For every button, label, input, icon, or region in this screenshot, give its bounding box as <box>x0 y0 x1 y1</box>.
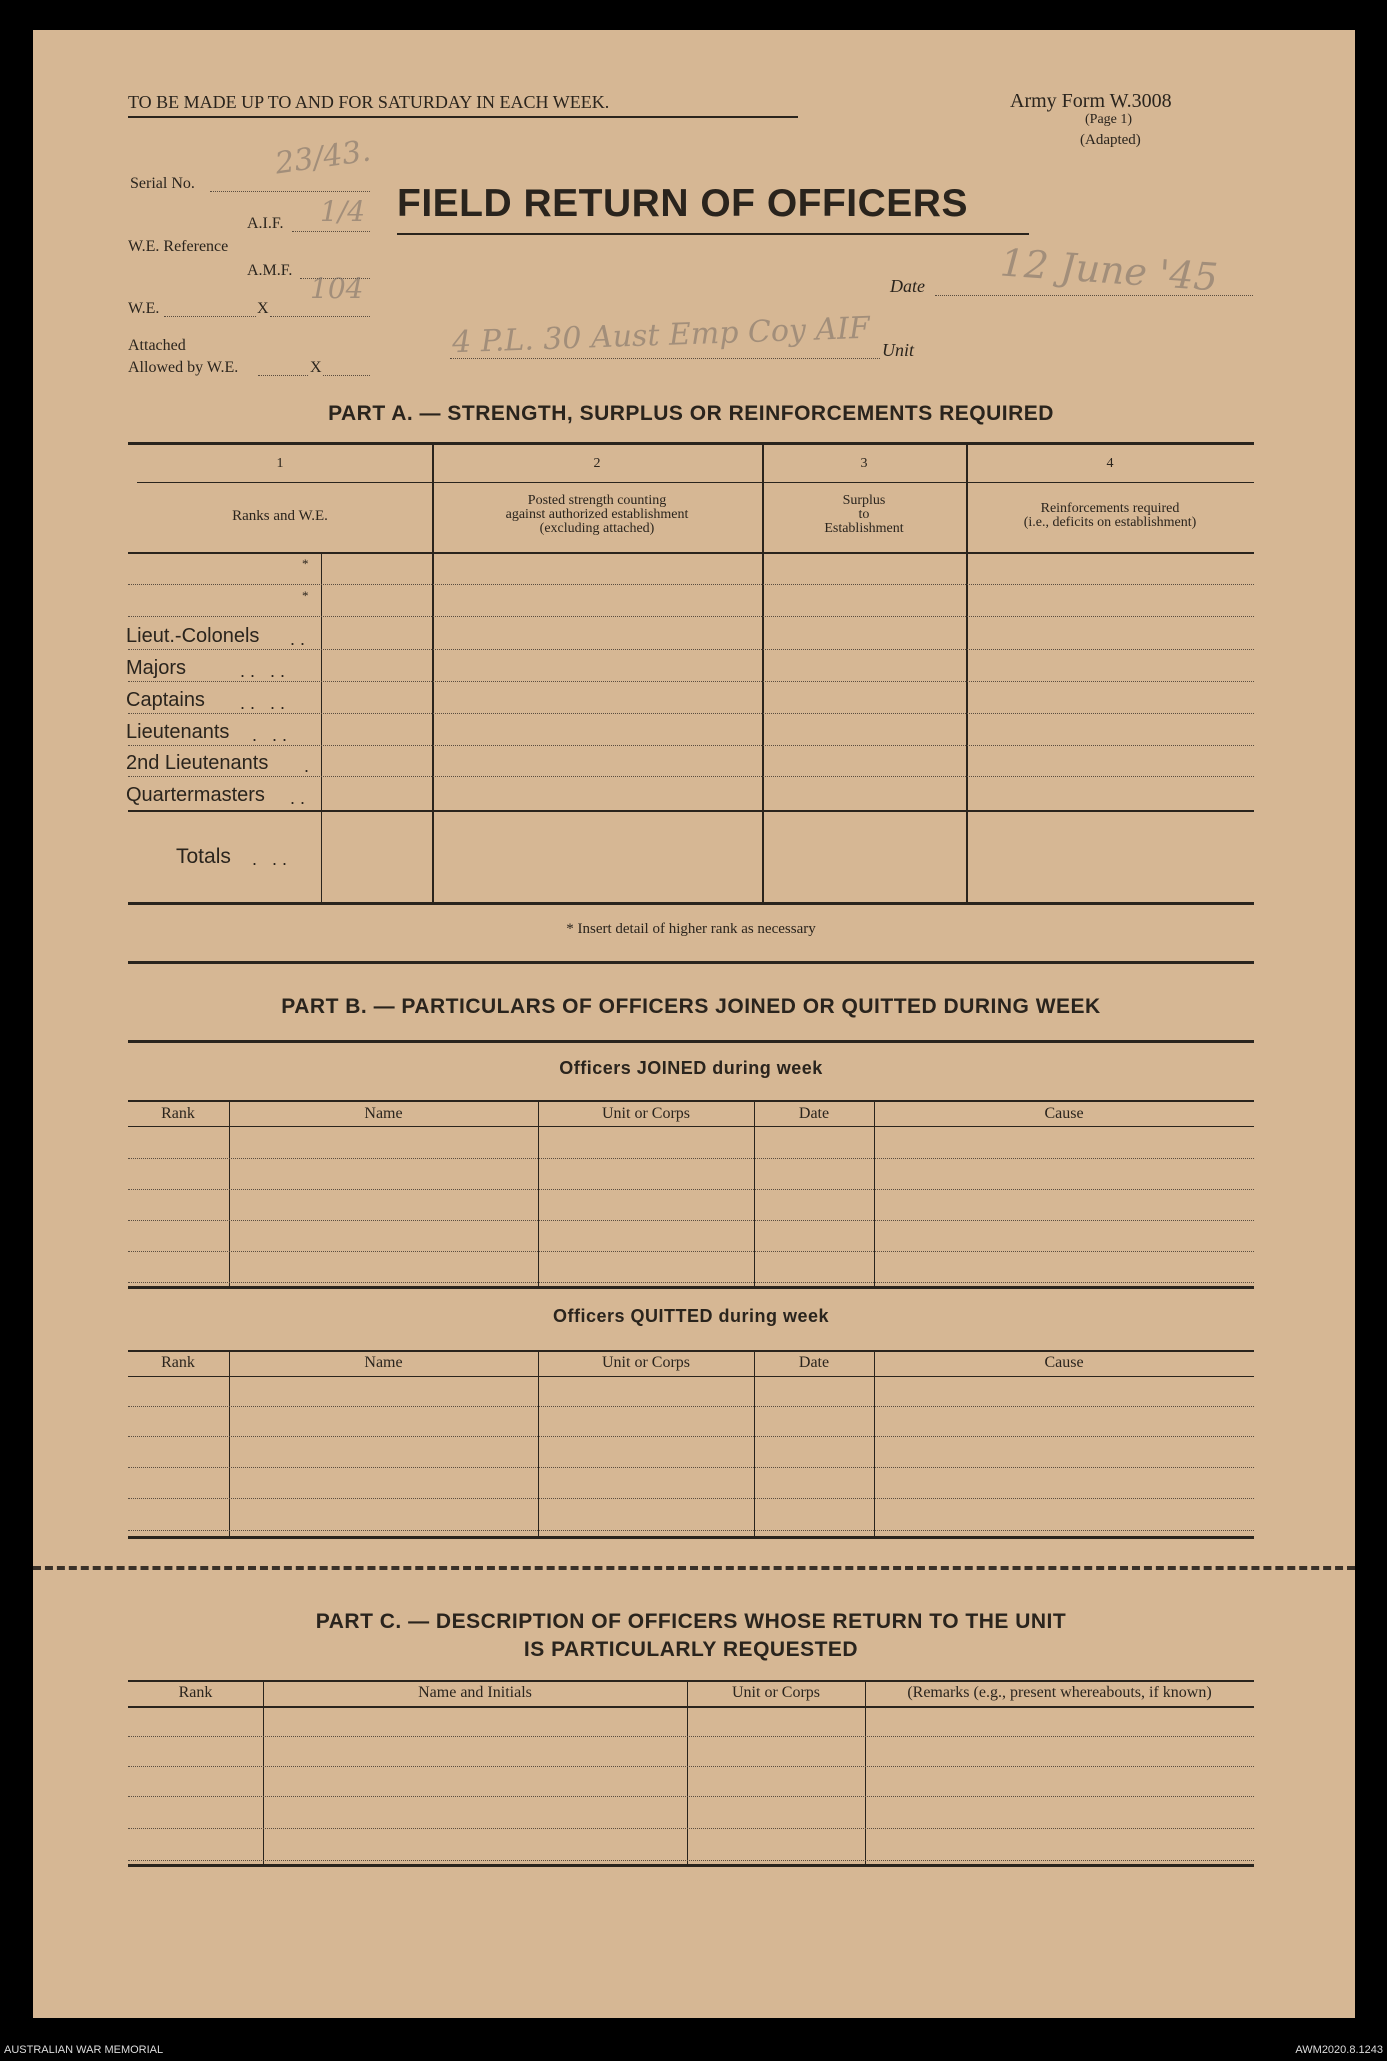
asterisk-row-2: * <box>302 588 309 603</box>
part-a-title: PART A. — STRENGTH, SURPLUS OR REINFORCEMENTS REQUIRED <box>328 402 1054 425</box>
col3-header-line2: to <box>858 507 870 522</box>
joined-title: Officers JOINED during week <box>559 1058 823 1078</box>
quitted-col-rank: Rank <box>161 1354 195 1371</box>
part-c-col-rank: Rank <box>178 1684 213 1701</box>
we-x-label: X <box>257 300 269 317</box>
handwritten-serial: 23/43. <box>273 133 373 182</box>
leader-2: . . . . <box>240 661 286 681</box>
part-a-vline-2 <box>432 444 434 904</box>
leader-3: . . . . <box>240 693 286 713</box>
instruction-text: TO BE MADE UP TO AND FOR SATURDAY IN EACH WEEK. <box>128 92 610 112</box>
joined-header-top <box>128 1100 1254 1102</box>
quitted-col-date: Date <box>798 1354 830 1371</box>
col4-header-line2: (i.e., deficits on establishment) <box>1023 515 1197 530</box>
part-c-bottom-rule <box>128 1864 1254 1867</box>
footer-source: AUSTRALIAN WAR MEMORIAL <box>4 2044 164 2056</box>
col2-header-line2: against authorized establishment <box>505 507 689 522</box>
quitted-row-5 <box>128 1530 1254 1531</box>
part-c-title-line2: IS PARTICULARLY REQUESTED <box>523 1638 859 1661</box>
handwritten-we-ref: 1/4 <box>320 195 366 228</box>
quitted-title: Officers QUITTED during week <box>552 1306 830 1326</box>
allowed-line <box>258 375 308 376</box>
quitted-vline-1 <box>229 1352 230 1536</box>
part-a-bottom-rule <box>128 902 1254 905</box>
col-number-1: 1 <box>276 456 284 471</box>
quitted-row-4 <box>128 1498 1254 1499</box>
col-number-2: 2 <box>593 456 601 471</box>
leader-6: . . <box>290 788 306 808</box>
col-number-underline-1 <box>137 482 432 483</box>
part-c-header-bottom <box>128 1706 1254 1708</box>
serial-no-line <box>210 191 370 192</box>
col2-header-line3: (excluding attached) <box>539 521 655 536</box>
rank-quartermasters: Quartermasters <box>126 784 265 806</box>
quitted-row-1 <box>128 1406 1254 1407</box>
joined-row-2 <box>128 1189 1254 1190</box>
handwritten-date: 12 June '45 <box>998 240 1220 300</box>
part-a-vline-4 <box>966 444 968 904</box>
part-a-top-rule <box>128 442 1254 445</box>
col2-header-line1: Posted strength counting <box>527 493 667 508</box>
part-c-row-2 <box>128 1766 1254 1767</box>
part-c-vline-2 <box>687 1682 688 1866</box>
instruction-underline <box>128 116 798 118</box>
quitted-bottom-rule <box>128 1536 1254 1539</box>
we-x-line <box>270 316 370 317</box>
quitted-header-top <box>128 1350 1254 1352</box>
allowed-x-label: X <box>310 359 322 376</box>
leader-4: . . . <box>252 725 288 745</box>
rank-majors: Majors <box>126 657 187 679</box>
row-line-captains <box>128 713 1254 714</box>
part-c-col-name: Name and Initials <box>418 1684 532 1701</box>
col-number-4: 4 <box>1106 456 1114 471</box>
col3-header-line1: Surplus <box>842 493 886 508</box>
joined-vline-4 <box>874 1102 875 1286</box>
allowed-x-line <box>323 375 370 376</box>
joined-bottom-rule <box>128 1286 1254 1289</box>
aif-label: A.I.F. <box>247 215 284 232</box>
perforation-line <box>33 1566 1355 1570</box>
joined-col-date: Date <box>798 1105 830 1122</box>
quitted-col-name: Name <box>364 1354 403 1371</box>
aif-line <box>292 231 370 232</box>
part-c-row-3 <box>128 1796 1254 1797</box>
col1-header: Ranks and W.E. <box>232 508 328 524</box>
form-number: Army Form W.3008 <box>1010 90 1172 112</box>
we-label: W.E. <box>128 300 160 317</box>
form-adapted: (Adapted) <box>1080 132 1141 148</box>
joined-col-rank: Rank <box>161 1105 195 1122</box>
part-c-header-top <box>128 1680 1254 1682</box>
part-a-totals-rule <box>128 810 1254 812</box>
part-c-row-1 <box>128 1736 1254 1737</box>
joined-vline-1 <box>229 1102 230 1286</box>
leader-5: . <box>304 756 310 776</box>
asterisk-row-1: * <box>302 556 309 571</box>
we-reference-label: W.E. Reference <box>128 238 229 255</box>
unit-line <box>450 358 880 359</box>
joined-row-1 <box>128 1158 1254 1159</box>
quitted-row-2 <box>128 1436 1254 1437</box>
col2-header <box>432 494 762 536</box>
row-line-majors <box>128 681 1254 682</box>
page-title: FIELD RETURN OF OFFICERS <box>397 182 968 225</box>
quitted-vline-2 <box>538 1352 539 1536</box>
allowed-by-we-label: Allowed by W.E. <box>128 359 239 376</box>
joined-col-name: Name <box>364 1105 403 1122</box>
amf-label: A.M.F. <box>247 262 293 279</box>
part-a-vline-we <box>321 554 322 904</box>
part-a-footnote-rule <box>128 961 1254 964</box>
joined-vline-2 <box>538 1102 539 1286</box>
rank-2nd-lieutenants: 2nd Lieutenants <box>126 752 269 774</box>
quitted-vline-4 <box>874 1352 875 1536</box>
title-underline <box>397 233 1029 235</box>
part-c-vline-1 <box>263 1682 264 1866</box>
joined-col-cause: Cause <box>1044 1105 1084 1122</box>
joined-row-4 <box>128 1251 1254 1252</box>
part-c-title-line1: PART C. — DESCRIPTION OF OFFICERS WHOSE RETURN TO THE UNIT <box>315 1610 1067 1633</box>
rank-lieutenants: Lieutenants <box>126 721 230 743</box>
totals-leader: . . . <box>252 849 288 869</box>
col-number-underline-2 <box>432 482 1254 483</box>
joined-vline-3 <box>754 1102 755 1286</box>
leader-1: . . <box>290 629 306 649</box>
part-c-row-4 <box>128 1828 1254 1829</box>
handwritten-unit: 4 P.L. 30 Aust Emp Coy AIF <box>451 310 871 361</box>
part-c-col-unit: Unit or Corps <box>732 1684 820 1701</box>
part-b-top-rule <box>128 1040 1254 1043</box>
joined-row-3 <box>128 1220 1254 1221</box>
row-line-asterisk-1 <box>128 584 1254 585</box>
form-page: (Page 1) <box>1085 112 1133 127</box>
joined-header-bottom <box>128 1126 1254 1127</box>
date-label: Date <box>890 276 925 296</box>
quitted-row-3 <box>128 1467 1254 1468</box>
quitted-vline-3 <box>754 1352 755 1536</box>
row-line-lieutenants <box>128 745 1254 746</box>
part-b-title: PART B. — PARTICULARS OF OFFICERS JOINED OR QUITTED DURING WEEK <box>281 995 1101 1018</box>
col3-header-line3: Establishment <box>824 521 904 536</box>
rank-captains: Captains <box>126 689 205 711</box>
quitted-col-unit: Unit or Corps <box>602 1354 690 1371</box>
row-line-2nd-lieutenants <box>128 776 1254 777</box>
part-a-footnote: * Insert detail of higher rank as necessary <box>566 921 816 937</box>
part-c-row-5 <box>128 1860 1254 1861</box>
col-number-3: 3 <box>860 456 868 471</box>
part-a-vline-3 <box>762 444 764 904</box>
col4-header <box>966 502 1254 530</box>
unit-label: Unit <box>882 340 915 360</box>
part-c-col-remarks: (Remarks (e.g., present whereabouts, if known) <box>907 1684 1212 1701</box>
row-line-asterisk-2 <box>128 616 1254 617</box>
footer-accession: AWM2020.8.1243 <box>1295 2044 1383 2056</box>
handwritten-we-num: 104 <box>310 272 364 305</box>
quitted-header-bottom <box>128 1376 1254 1377</box>
serial-no-label: Serial No. <box>130 175 195 192</box>
totals-label: Totals <box>176 845 231 868</box>
joined-row-5 <box>128 1282 1254 1283</box>
rank-lieut-colonels: Lieut.-Colonels <box>126 625 260 647</box>
part-c-vline-3 <box>865 1682 866 1866</box>
quitted-col-cause: Cause <box>1044 1354 1084 1371</box>
col4-header-line1: Reinforcements required <box>1040 501 1180 516</box>
we-line <box>164 316 256 317</box>
attached-label: Attached <box>128 337 186 354</box>
joined-col-unit: Unit or Corps <box>602 1105 690 1122</box>
col3-header <box>762 494 966 536</box>
part-a-header-rule <box>128 552 1254 554</box>
